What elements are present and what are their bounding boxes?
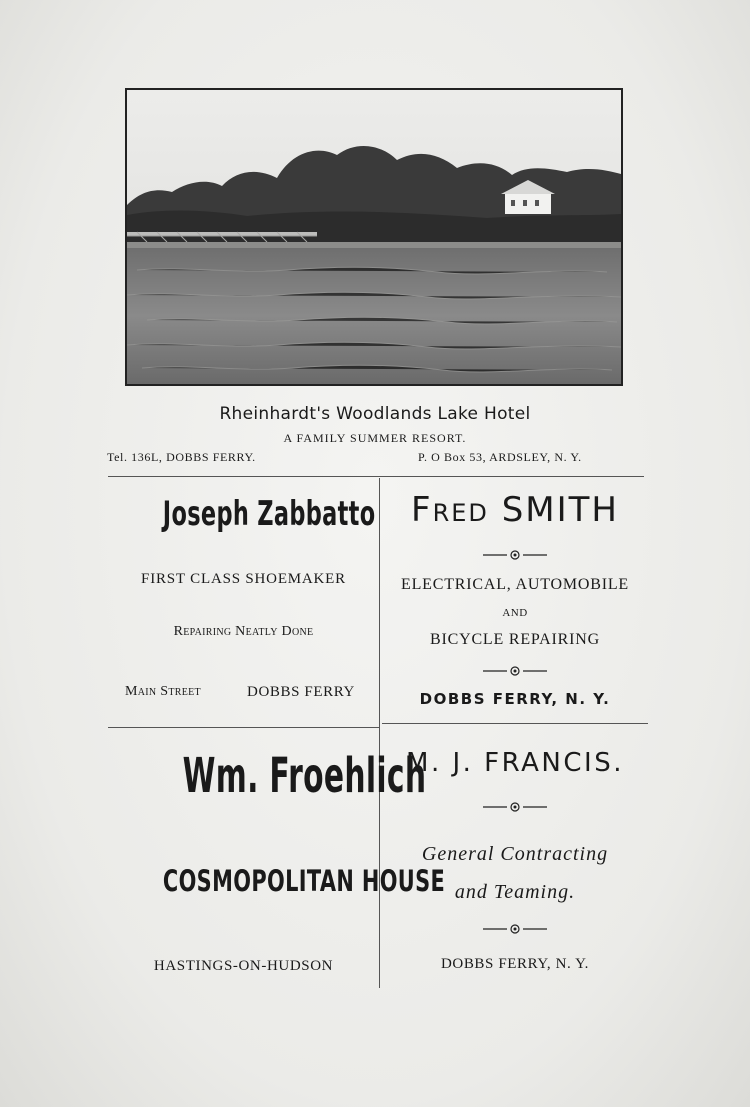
lake-hotel-photo [125,88,623,386]
froehlich-house-wrap [108,864,446,898]
dot-rule-ornament-icon [483,665,547,677]
right-middle-divider [382,723,648,724]
froehlich-town: HASTINGS-ON-HUDSON [153,958,334,974]
smith-and: AND [502,607,528,619]
dot-rule-ornament-icon [483,801,547,813]
francis-line2: and Teaming. [454,881,576,903]
left-middle-divider [108,727,379,728]
smith-line1: ELECTRICAL, AUTOMOBILE [401,576,629,593]
lake-hotel-illustration [127,90,621,384]
smith-town: DOBBS FERRY, N. Y. [419,690,611,708]
hotel-subtitle: A FAMILY SUMMER RESORT. [283,431,467,445]
smith-name: Fred SMITH [411,490,619,530]
francis-town: DOBBS FERRY, N. Y. [440,956,590,972]
zabbatto-name: Joseph Zabbatto [162,494,376,534]
top-divider [108,476,644,477]
dot-rule-ornament-icon [483,923,547,935]
dot-rule-ornament-icon [483,549,547,561]
froehlich-name: Wm. Froehlich [182,748,427,804]
zabbatto-ad [108,494,379,534]
zabbatto-trade: FIRST CLASS SHOEMAKER [141,571,346,587]
zabbatto-town: DOBBS FERRY [247,684,355,700]
smith-line2: BICYCLE REPAIRING [430,631,600,648]
zabbatto-note: Repairing Neatly Done [173,624,314,639]
hotel-phone: Tel. 136L, DOBBS FERRY. [107,450,256,464]
froehlich-ad [108,748,427,804]
zabbatto-street: Main Street [125,684,201,699]
column-divider [379,478,380,988]
francis-name: M. J. FRANCIS. [406,748,624,778]
froehlich-house: COSMOPOLITAN HOUSE [162,864,446,898]
hotel-name: Rheinhardt's Woodlands Lake Hotel [219,404,531,424]
hotel-po-box: P. O Box 53, ARDSLEY, N. Y. [418,450,582,464]
francis-line1: General Contracting [421,843,609,865]
